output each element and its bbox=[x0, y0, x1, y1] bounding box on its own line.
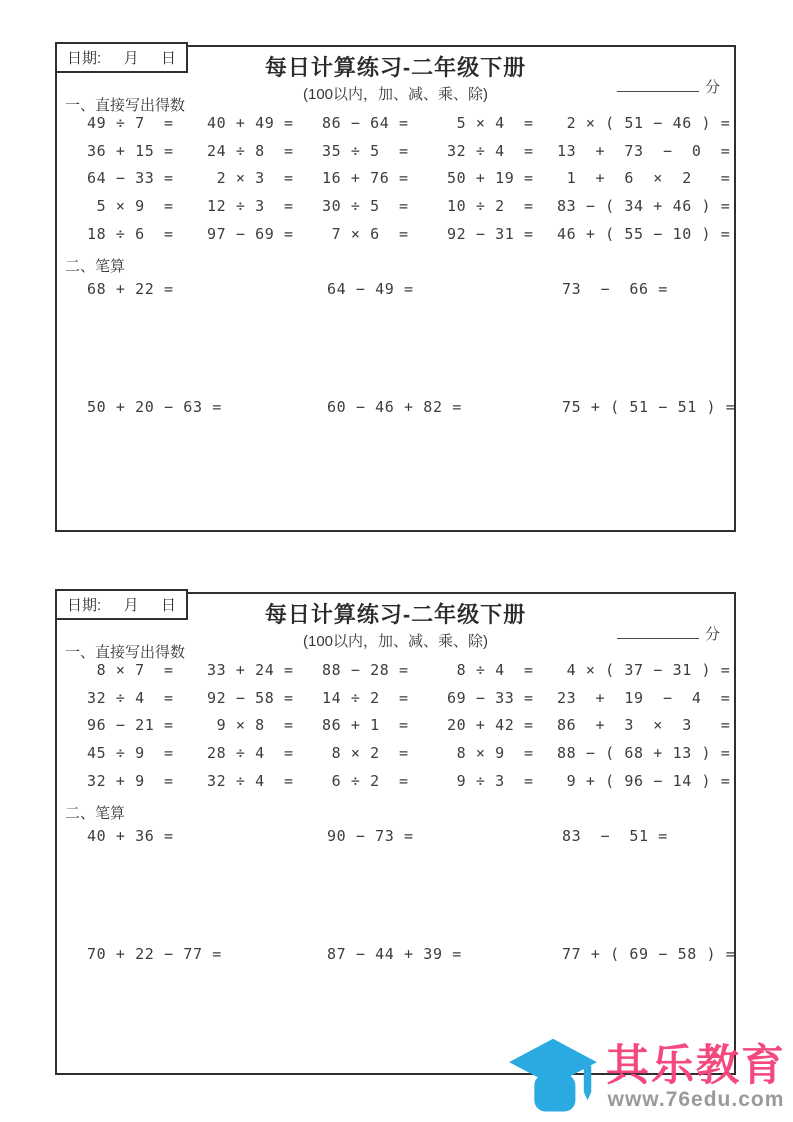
math-problem: 33 + 24 = bbox=[207, 661, 294, 679]
math-problem: 90 − 73 = bbox=[327, 827, 414, 845]
math-problem: 75 + ( 51 − 51 ) = bbox=[562, 398, 736, 416]
math-problem: 92 − 58 = bbox=[207, 688, 294, 707]
math-problem: 8 × 7 = bbox=[87, 661, 174, 679]
math-problem: 32 ÷ 4 = bbox=[207, 771, 294, 790]
worksheet-subtitle: (100以内，加、减、乘、除) bbox=[302, 86, 489, 103]
brand-name: 其乐教育 bbox=[606, 1042, 786, 1090]
worksheet-title: 每日计算练习-二年级下册 bbox=[264, 55, 527, 80]
math-problem: 6 ÷ 2 = bbox=[322, 771, 409, 790]
math-problem: 16 + 76 = bbox=[322, 169, 409, 188]
math-problem: 14 ÷ 2 = bbox=[322, 688, 409, 707]
publisher-logo bbox=[505, 1035, 793, 1122]
math-problem: 12 ÷ 3 = bbox=[207, 197, 294, 216]
math-problem: 68 + 22 = bbox=[87, 280, 174, 298]
date-label: 日期: bbox=[67, 597, 102, 614]
math-problem: 23 + 19 − 4 = bbox=[557, 688, 731, 707]
math-problem: 45 ÷ 9 = bbox=[87, 744, 174, 763]
math-problem: 70 + 22 − 77 = bbox=[87, 945, 222, 963]
math-problem: 5 × 9 = bbox=[87, 197, 174, 216]
math-problem: 4 × ( 37 − 31 ) = bbox=[557, 661, 731, 679]
oral-calculation-grid bbox=[87, 110, 731, 249]
math-problem: 97 − 69 = bbox=[207, 224, 294, 243]
oral-calculation-grid bbox=[87, 657, 731, 796]
math-problem: 64 − 33 = bbox=[87, 169, 174, 188]
worksheet-subtitle: (100以内，加、减、乘、除) bbox=[302, 633, 489, 650]
section2-heading: 二、笔算 bbox=[65, 805, 126, 822]
worksheet-page-2 bbox=[55, 592, 736, 1075]
math-problem: 9 ÷ 3 = bbox=[447, 771, 534, 790]
score-unit-label: 分 bbox=[704, 626, 720, 643]
math-problem: 40 + 49 = bbox=[207, 114, 294, 132]
math-problem: 88 − ( 68 + 13 ) = bbox=[557, 744, 731, 763]
math-problem: 2 × 3 = bbox=[207, 169, 294, 188]
math-problem: 77 + ( 69 − 58 ) = bbox=[562, 945, 736, 963]
math-problem: 64 − 49 = bbox=[327, 280, 414, 298]
math-problem: 50 + 19 = bbox=[447, 169, 534, 188]
math-problem: 18 ÷ 6 = bbox=[87, 224, 174, 243]
day-label: 日 bbox=[160, 597, 176, 614]
score-blank-line bbox=[617, 622, 699, 639]
math-problem: 9 × 8 = bbox=[207, 716, 294, 735]
math-problem: 1 + 6 × 2 = bbox=[557, 169, 731, 188]
math-problem: 50 + 20 − 63 = bbox=[87, 398, 222, 416]
math-problem: 8 ÷ 4 = bbox=[447, 661, 534, 679]
day-label: 日 bbox=[160, 50, 176, 67]
math-problem: 8 × 9 = bbox=[447, 744, 534, 763]
math-problem: 96 − 21 = bbox=[87, 716, 174, 735]
math-problem: 60 − 46 + 82 = bbox=[327, 398, 462, 416]
math-problem: 35 ÷ 5 = bbox=[322, 141, 409, 160]
math-problem: 32 + 9 = bbox=[87, 771, 174, 790]
written-calculation-row-2 bbox=[87, 397, 736, 417]
math-problem: 32 ÷ 4 = bbox=[447, 141, 534, 160]
math-problem: 24 ÷ 8 = bbox=[207, 141, 294, 160]
math-problem: 86 − 64 = bbox=[322, 114, 409, 132]
section2-heading: 二、笔算 bbox=[65, 258, 126, 275]
math-problem: 92 − 31 = bbox=[447, 224, 534, 243]
math-problem: 5 × 4 = bbox=[447, 114, 534, 132]
math-problem: 20 + 42 = bbox=[447, 716, 534, 735]
logo-text-block bbox=[606, 1043, 786, 1111]
math-problem: 2 × ( 51 − 46 ) = bbox=[557, 114, 731, 132]
math-problem: 36 + 15 = bbox=[87, 141, 174, 160]
month-label: 月 bbox=[123, 597, 139, 614]
math-problem: 30 ÷ 5 = bbox=[322, 197, 409, 216]
math-problem: 10 ÷ 2 = bbox=[447, 197, 534, 216]
math-problem: 86 + 1 = bbox=[322, 716, 409, 735]
date-label: 日期: bbox=[67, 50, 102, 67]
section1-heading: 一、直接写出得数 bbox=[65, 97, 186, 114]
written-calculation-row-2 bbox=[87, 944, 736, 964]
worksheet-page-1 bbox=[55, 45, 736, 532]
month-label: 月 bbox=[123, 50, 139, 67]
math-problem: 8 × 2 = bbox=[322, 744, 409, 763]
section1-heading: 一、直接写出得数 bbox=[65, 644, 186, 661]
score-blank-line bbox=[617, 75, 699, 92]
score-unit-label: 分 bbox=[704, 79, 720, 96]
math-problem: 40 + 36 = bbox=[87, 827, 174, 845]
math-problem: 73 − 66 = bbox=[562, 280, 668, 298]
math-problem: 28 ÷ 4 = bbox=[207, 744, 294, 763]
math-problem: 88 − 28 = bbox=[322, 661, 409, 679]
math-problem: 86 + 3 × 3 = bbox=[557, 716, 731, 735]
math-problem: 69 − 33 = bbox=[447, 688, 534, 707]
math-problem: 9 + ( 96 − 14 ) = bbox=[557, 771, 731, 790]
math-problem: 7 × 6 = bbox=[322, 224, 409, 243]
score-field bbox=[617, 75, 720, 97]
score-field bbox=[617, 622, 720, 644]
written-calculation-row-1 bbox=[87, 826, 724, 846]
math-problem: 83 − ( 34 + 46 ) = bbox=[557, 197, 731, 216]
worksheet-title: 每日计算练习-二年级下册 bbox=[264, 602, 527, 627]
math-problem: 87 − 44 + 39 = bbox=[327, 945, 462, 963]
math-problem: 49 ÷ 7 = bbox=[87, 114, 174, 132]
math-problem: 32 ÷ 4 = bbox=[87, 688, 174, 707]
graduation-cap-icon bbox=[505, 1035, 601, 1119]
math-problem: 83 − 51 = bbox=[562, 827, 668, 845]
math-problem: 46 + ( 55 − 10 ) = bbox=[557, 224, 731, 243]
math-problem: 13 + 73 − 0 = bbox=[557, 141, 731, 160]
written-calculation-row-1 bbox=[87, 279, 724, 299]
website-url: www.76edu.com bbox=[607, 1088, 785, 1111]
